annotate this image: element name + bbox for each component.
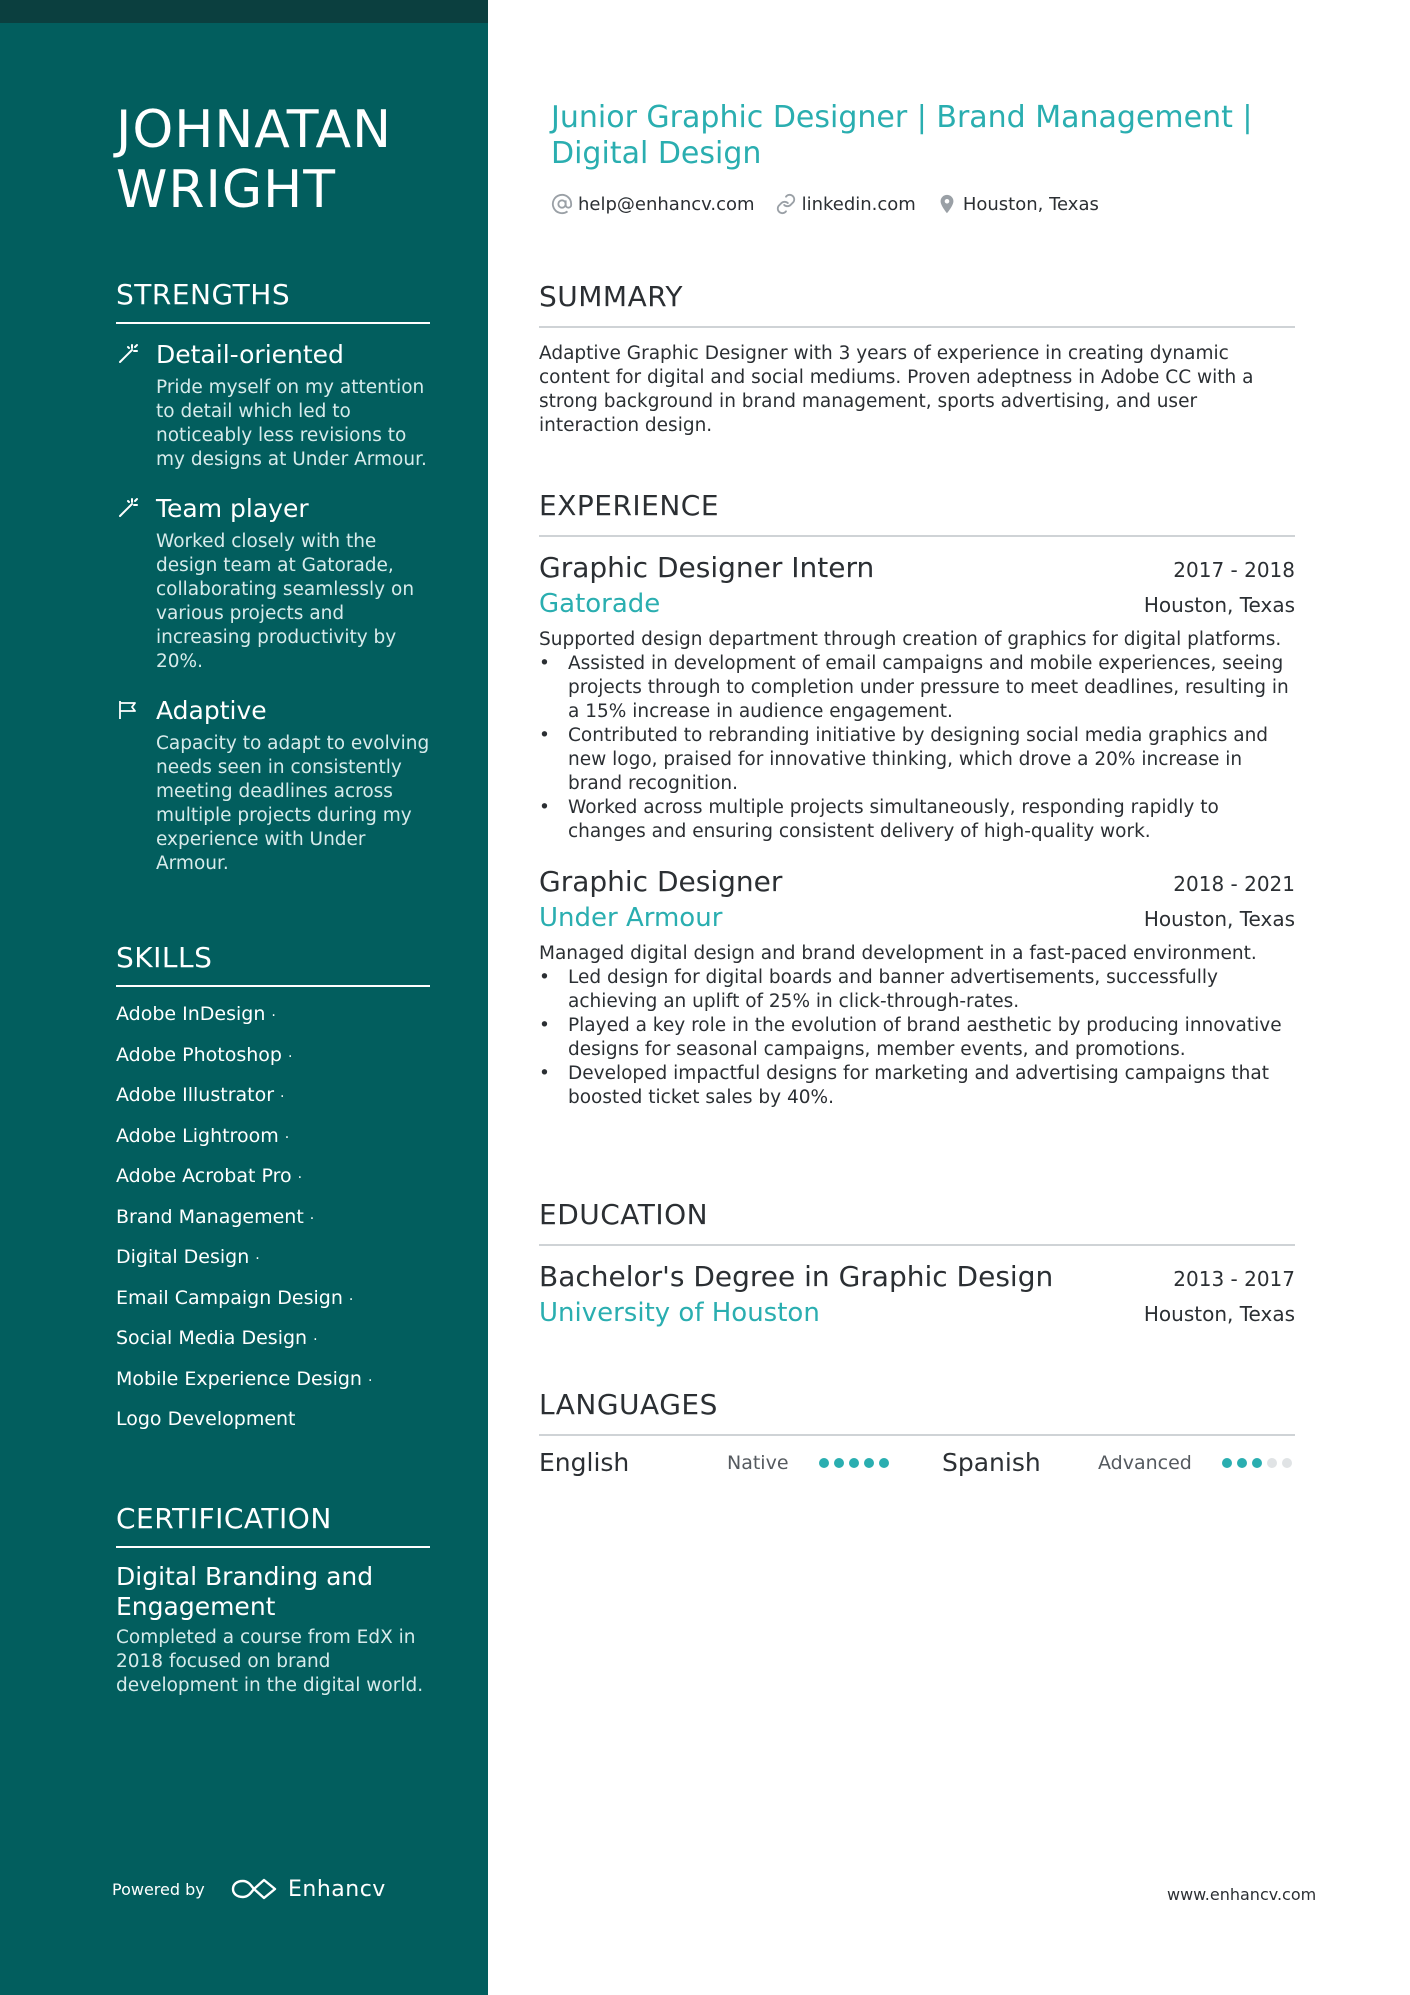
skill-separator: · [367,1372,373,1389]
rating-dot-filled [1222,1458,1232,1468]
skill-name: Adobe Lightroom [116,1124,279,1147]
flag-icon [116,698,140,722]
job-location: Houston, Texas [1143,907,1295,931]
languages-row [539,1448,1295,1477]
skill-item [116,1038,430,1079]
skill-item [116,1362,430,1403]
skill-name: Adobe Photoshop [116,1043,282,1066]
strength-description: Pride myself on my attention to detail which led to noticeably less revisions to my designs at Under Armour. [156,377,427,470]
at-sign-icon [551,193,573,215]
last-name: WRIGHT [116,160,337,220]
language-name: Spanish [942,1448,1041,1477]
skill-separator: · [313,1332,318,1348]
skill-separator: · [309,1210,315,1227]
skill-name: Email Campaign Design [116,1286,343,1309]
job-company: Gatorade [539,589,661,619]
strength-description: Capacity to adapt to evolving needs seen in consistently meeting deadlines across multiple projects during my experience with Under Armour. [156,733,430,874]
skill-separator: · [297,1170,303,1186]
job-bullet: • Assisted in development of email campaigns and mobile experiences, seeing projects through to completion under pressure to meet deadlines, resulting in a 15% increase in audience engagement. [539,652,1295,724]
strength-title: Adaptive [156,696,267,725]
job-bullet: • Worked across multiple projects simultaneously, responding rapidly to changes and ensuring consistent delivery of high-quality work. [539,796,1295,844]
summary-text: Adaptive Graphic Designer with 3 years of experience in creating dynamic content for digital and social mediums. Proven adeptness in Adobe CC with a strong background in brand management, sports advertising, and user interaction design. [539,343,1254,436]
language-level: Native [727,1451,789,1474]
enhancv-logo[interactable] [230,1876,386,1902]
skill-name: Mobile Experience Design [116,1367,362,1390]
rating-dot-filled [849,1458,859,1468]
candidate-name [116,100,456,220]
skill-name: Adobe Illustrator [116,1084,275,1106]
strength-title: Team player [156,494,309,523]
education-heading: EDUCATION [539,1198,1295,1246]
summary-heading: SUMMARY [539,280,1295,328]
rating-dot-filled [864,1458,874,1468]
link-icon [775,193,797,215]
degree-row [539,1259,1295,1295]
language-rating [1222,1458,1345,1468]
skill-name: Digital Design [116,1246,250,1268]
enhancv-logo-icon [230,1876,278,1902]
job-company: Under Armour [539,903,723,933]
rating-dot-filled [1237,1458,1247,1468]
skills-section [116,941,430,1443]
school-location: Houston, Texas [1143,1302,1295,1326]
location-pin-icon [936,193,958,215]
job-location: Houston, Texas [1143,593,1295,617]
headline: Junior Graphic Designer | Brand Management | Digital Design [551,100,1253,171]
contact-linkedin[interactable] [775,193,916,215]
job-title: Graphic Designer Intern [539,551,875,584]
certification-heading: CERTIFICATION [116,1502,430,1548]
strength-item [116,338,430,472]
rating-dot-filled [1252,1458,1262,1468]
contact-email[interactable] [551,193,755,215]
job-bullet: • Developed impactful designs for marketing and advertising campaigns that boosted ticket sales by 40%. [539,1062,1295,1110]
job-bullets [539,652,1295,844]
school-row [539,1295,1295,1331]
skills-list [116,997,430,1443]
job-entry [539,864,1295,1110]
strengths-heading: STRENGTHS [116,278,430,324]
strength-description: Worked closely with the design team at Gatorade, collaborating seamlessly on various projects and increasing productivity by 20%. [156,531,415,672]
strength-item [116,694,430,876]
skill-item [116,1402,430,1443]
job-bullet: • Led design for digital boards and banner advertisements, successfully achieving an uplift of 25% in click-through-rates. [539,966,1295,1014]
job-description: Managed digital design and brand development in a fast-paced environment. [539,943,1257,964]
skill-name: Logo Development [116,1408,296,1430]
language-rating [819,1458,942,1468]
rating-dot-filled [879,1458,889,1468]
skill-separator: · [255,1251,260,1267]
skill-item [116,997,430,1038]
school-name: University of Houston [539,1298,820,1328]
linkedin-text: linkedin.com [801,193,916,215]
language-item [539,1448,942,1477]
skill-name: Adobe InDesign [116,1003,266,1025]
experience-heading: EXPERIENCE [539,489,1295,537]
language-level: Advanced [1098,1451,1192,1474]
magic-wand-icon [116,496,140,520]
skill-item [116,1159,430,1200]
rating-dot-filled [819,1458,829,1468]
education-section [539,1198,1295,1331]
job-dates: 2018 - 2021 [1173,872,1295,896]
skill-name: Social Media Design [116,1327,308,1349]
rating-dot-empty [1267,1458,1277,1468]
job-bullet: • Played a key role in the evolution of brand aesthetic by producing innovative designs for seasonal campaigns, member events, and promotions. [539,1014,1295,1062]
experience-section [539,489,1295,1110]
degree-title: Bachelor's Degree in Graphic Design [539,1260,1054,1293]
skill-item [116,1321,430,1362]
skill-item [116,1240,430,1281]
job-title: Graphic Designer [539,865,783,898]
skill-separator: · [287,1048,293,1065]
sidebar-top-bar [0,0,488,23]
strengths-section [116,278,430,876]
email-text: help@enhancv.com [578,193,755,215]
skill-name: Brand Management [116,1205,304,1228]
job-company-row [539,900,1295,936]
skill-separator: · [348,1291,354,1308]
job-company-row [539,586,1295,622]
job-title-row [539,864,1295,900]
job-bullet: • Contributed to rebranding initiative by designing social media graphics and new logo, praised for innovative thinking, which drove a 20% increase in brand recognition. [539,724,1295,796]
powered-by-label: Powered by [112,1880,205,1899]
skill-item [116,1200,430,1241]
language-name: English [539,1448,630,1477]
education-dates: 2013 - 2017 [1173,1267,1295,1291]
certification-title: Digital Branding and Engagement [116,1562,374,1621]
certification-section [116,1502,430,1698]
strength-item [116,492,430,674]
magic-wand-icon [116,342,140,366]
language-item [942,1448,1345,1477]
rating-dot-empty [1282,1458,1292,1468]
skill-separator: · [271,1008,276,1024]
job-bullets [539,966,1295,1110]
skill-item [116,1281,430,1322]
languages-heading: LANGUAGES [539,1388,1295,1436]
contact-location [936,193,1099,215]
sidebar [0,0,488,1995]
education-entry [539,1259,1295,1331]
first-name: JOHNATAN [116,100,392,160]
skills-heading: SKILLS [116,941,430,987]
job-title-row [539,550,1295,586]
languages-section [539,1388,1295,1477]
location-text: Houston, Texas [962,193,1099,215]
skill-item [116,1119,430,1160]
skill-name: Adobe Acrobat Pro [116,1165,292,1187]
contact-row [551,193,1119,215]
rating-dot-filled [834,1458,844,1468]
strength-title: Detail-oriented [156,340,344,369]
skill-separator: · [284,1129,290,1146]
certification-description: Completed a course from EdX in 2018 focused on brand development in the digital world. [116,1627,424,1696]
footer-url[interactable]: www.enhancv.com [1167,1885,1317,1904]
enhancv-brand-name: Enhancv [288,1876,386,1902]
skill-item [116,1078,430,1119]
summary-section [539,280,1295,438]
job-dates: 2017 - 2018 [1173,558,1295,582]
job-entry [539,550,1295,844]
job-description: Supported design department through creation of graphics for digital platforms. [539,629,1282,650]
skill-separator: · [280,1089,285,1105]
